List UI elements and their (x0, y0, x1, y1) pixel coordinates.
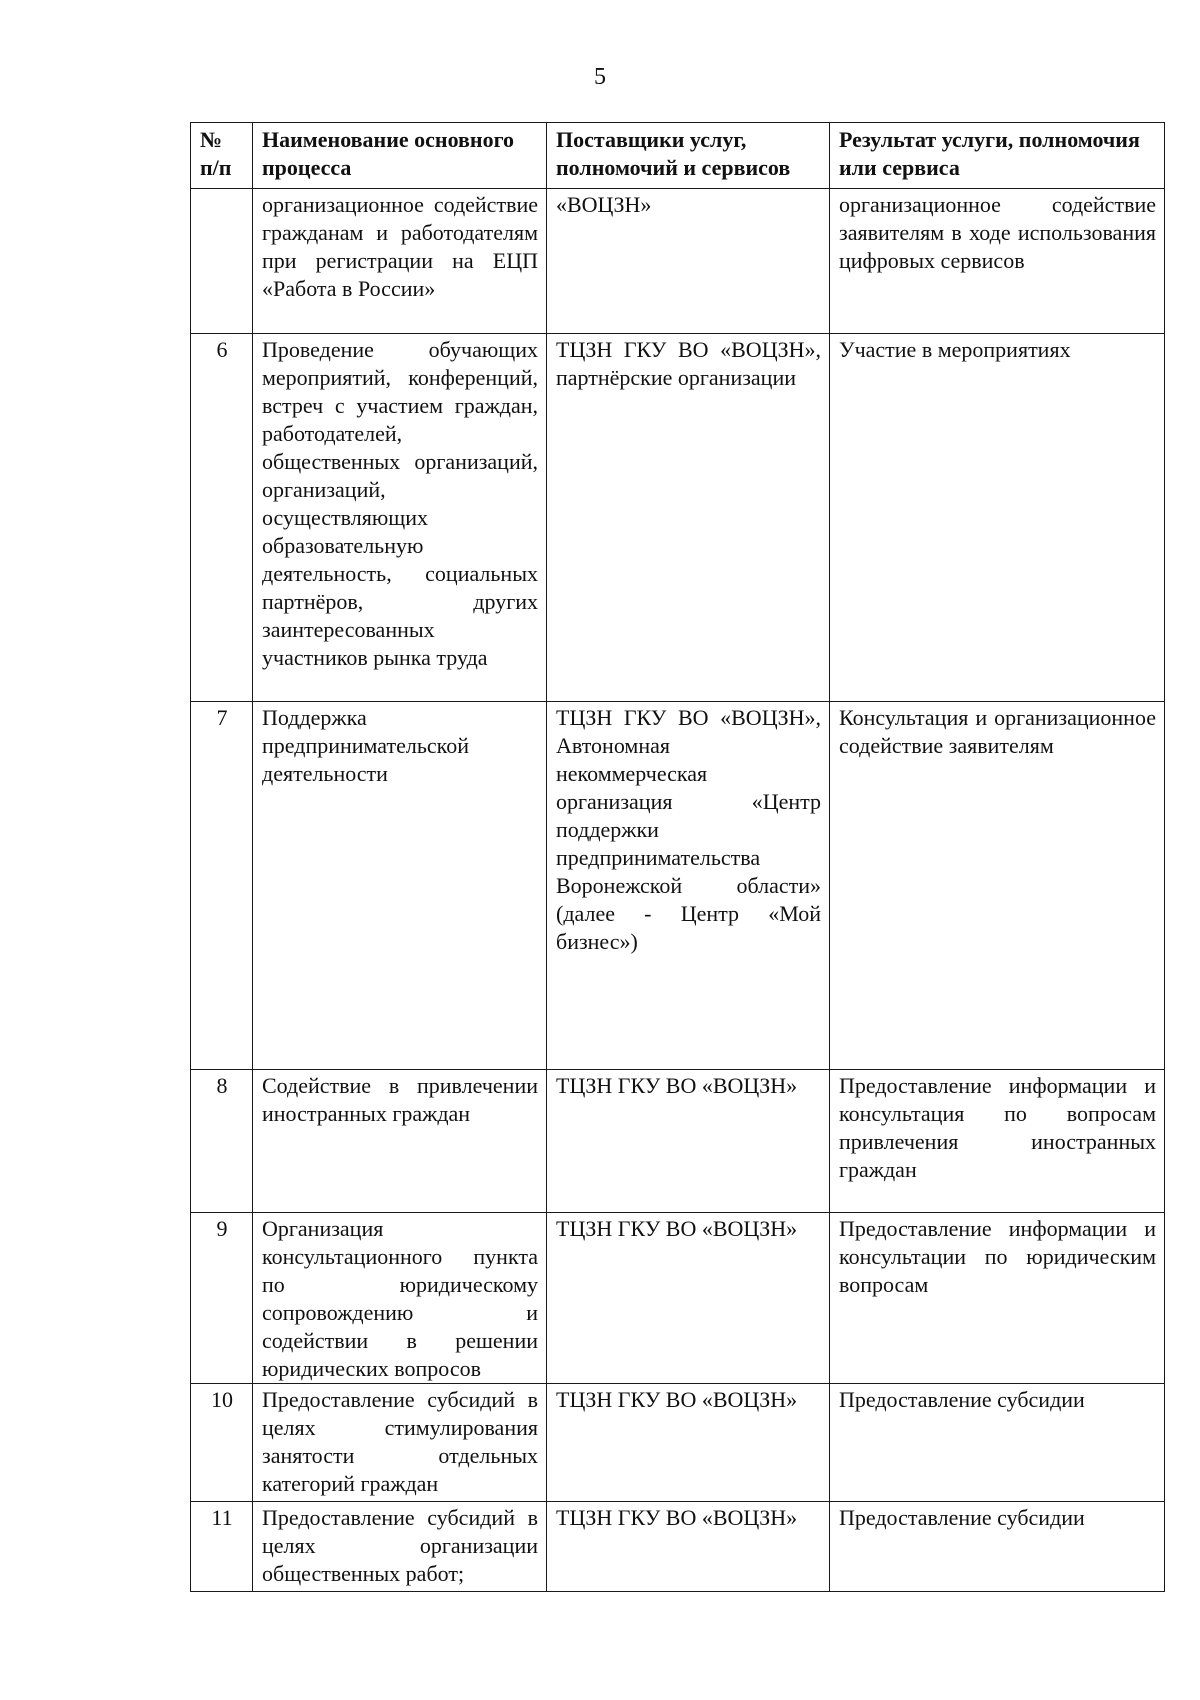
row-num: 11 (191, 1502, 253, 1592)
row-providers: ТЦЗН ГКУ ВО «ВОЦЗН» (547, 1070, 830, 1213)
row-num: 9 (191, 1213, 253, 1384)
row-providers: ТЦЗН ГКУ ВО «ВОЦЗН» (547, 1502, 830, 1592)
row-providers: ТЦЗН ГКУ ВО «ВОЦЗН», партнёрские организации (547, 334, 830, 702)
row-providers: ТЦЗН ГКУ ВО «ВОЦЗН» (547, 1213, 830, 1384)
row-result: Предоставление информации и консультация по вопросам привлечения иностранных граждан (830, 1070, 1165, 1213)
header-process: Наименование основного процесса (253, 123, 547, 189)
row-providers: ТЦЗН ГКУ ВО «ВОЦЗН» (547, 1384, 830, 1502)
row-providers: ТЦЗН ГКУ ВО «ВОЦЗН», Автономная некоммерческая организация «Центр поддержки предпринимательства Воронежской области» (далее - Центр «Мой бизнес») (547, 702, 830, 1070)
row-process: Проведение обучающих мероприятий, конференций, встреч с участием граждан, работодателей, общественных организаций, организаций, осуществляющих образовательную деятельность, социальных партнёров, других заинтересованных участников рынка труда (253, 334, 547, 702)
page-number: 5 (594, 64, 606, 90)
row-num: 8 (191, 1070, 253, 1213)
table-row (191, 1213, 1165, 1384)
table-row (191, 702, 1165, 1070)
row-result: Предоставление субсидии (830, 1502, 1165, 1592)
table-row (191, 1070, 1165, 1213)
row-num: 6 (191, 334, 253, 702)
table-row (191, 334, 1165, 702)
header-result: Результат услуги, полномочия или сервиса (830, 123, 1165, 189)
row-num: 10 (191, 1384, 253, 1502)
row-result: Консультация и организационное содействие заявителям (830, 702, 1165, 1070)
row-process: организационное содействие гражданам и работодателям при регистрации на ЕЦП «Работа в России» (253, 189, 547, 334)
row-num (191, 189, 253, 334)
row-result: Предоставление информации и консультации по юридическим вопросам (830, 1213, 1165, 1384)
row-process: Поддержка предпринимательской деятельности (253, 702, 547, 1070)
table-row (191, 1502, 1165, 1592)
row-process: Содействие в привлечении иностранных граждан (253, 1070, 547, 1213)
row-process: Предоставление субсидий в целях организации общественных работ; (253, 1502, 547, 1592)
row-result: Участие в мероприятиях (830, 334, 1165, 702)
header-num: № п/п (191, 123, 253, 189)
row-num: 7 (191, 702, 253, 1070)
table-row (191, 1384, 1165, 1502)
processes-table (190, 122, 1165, 1592)
header-providers: Поставщики услуг, полномочий и сервисов (547, 123, 830, 189)
row-result: Предоставление субсидии (830, 1384, 1165, 1502)
row-process: Организация консультационного пункта по юридическому сопровождению и содействии в решении юридических вопросов (253, 1213, 547, 1384)
row-process: Предоставление субсидий в целях стимулирования занятости отдельных категорий граждан (253, 1384, 547, 1502)
table-header-row (191, 123, 1165, 189)
row-result: организационное содействие заявителям в ходе использования цифровых сервисов (830, 189, 1165, 334)
table-row (191, 189, 1165, 334)
row-providers: «ВОЦЗН» (547, 189, 830, 334)
